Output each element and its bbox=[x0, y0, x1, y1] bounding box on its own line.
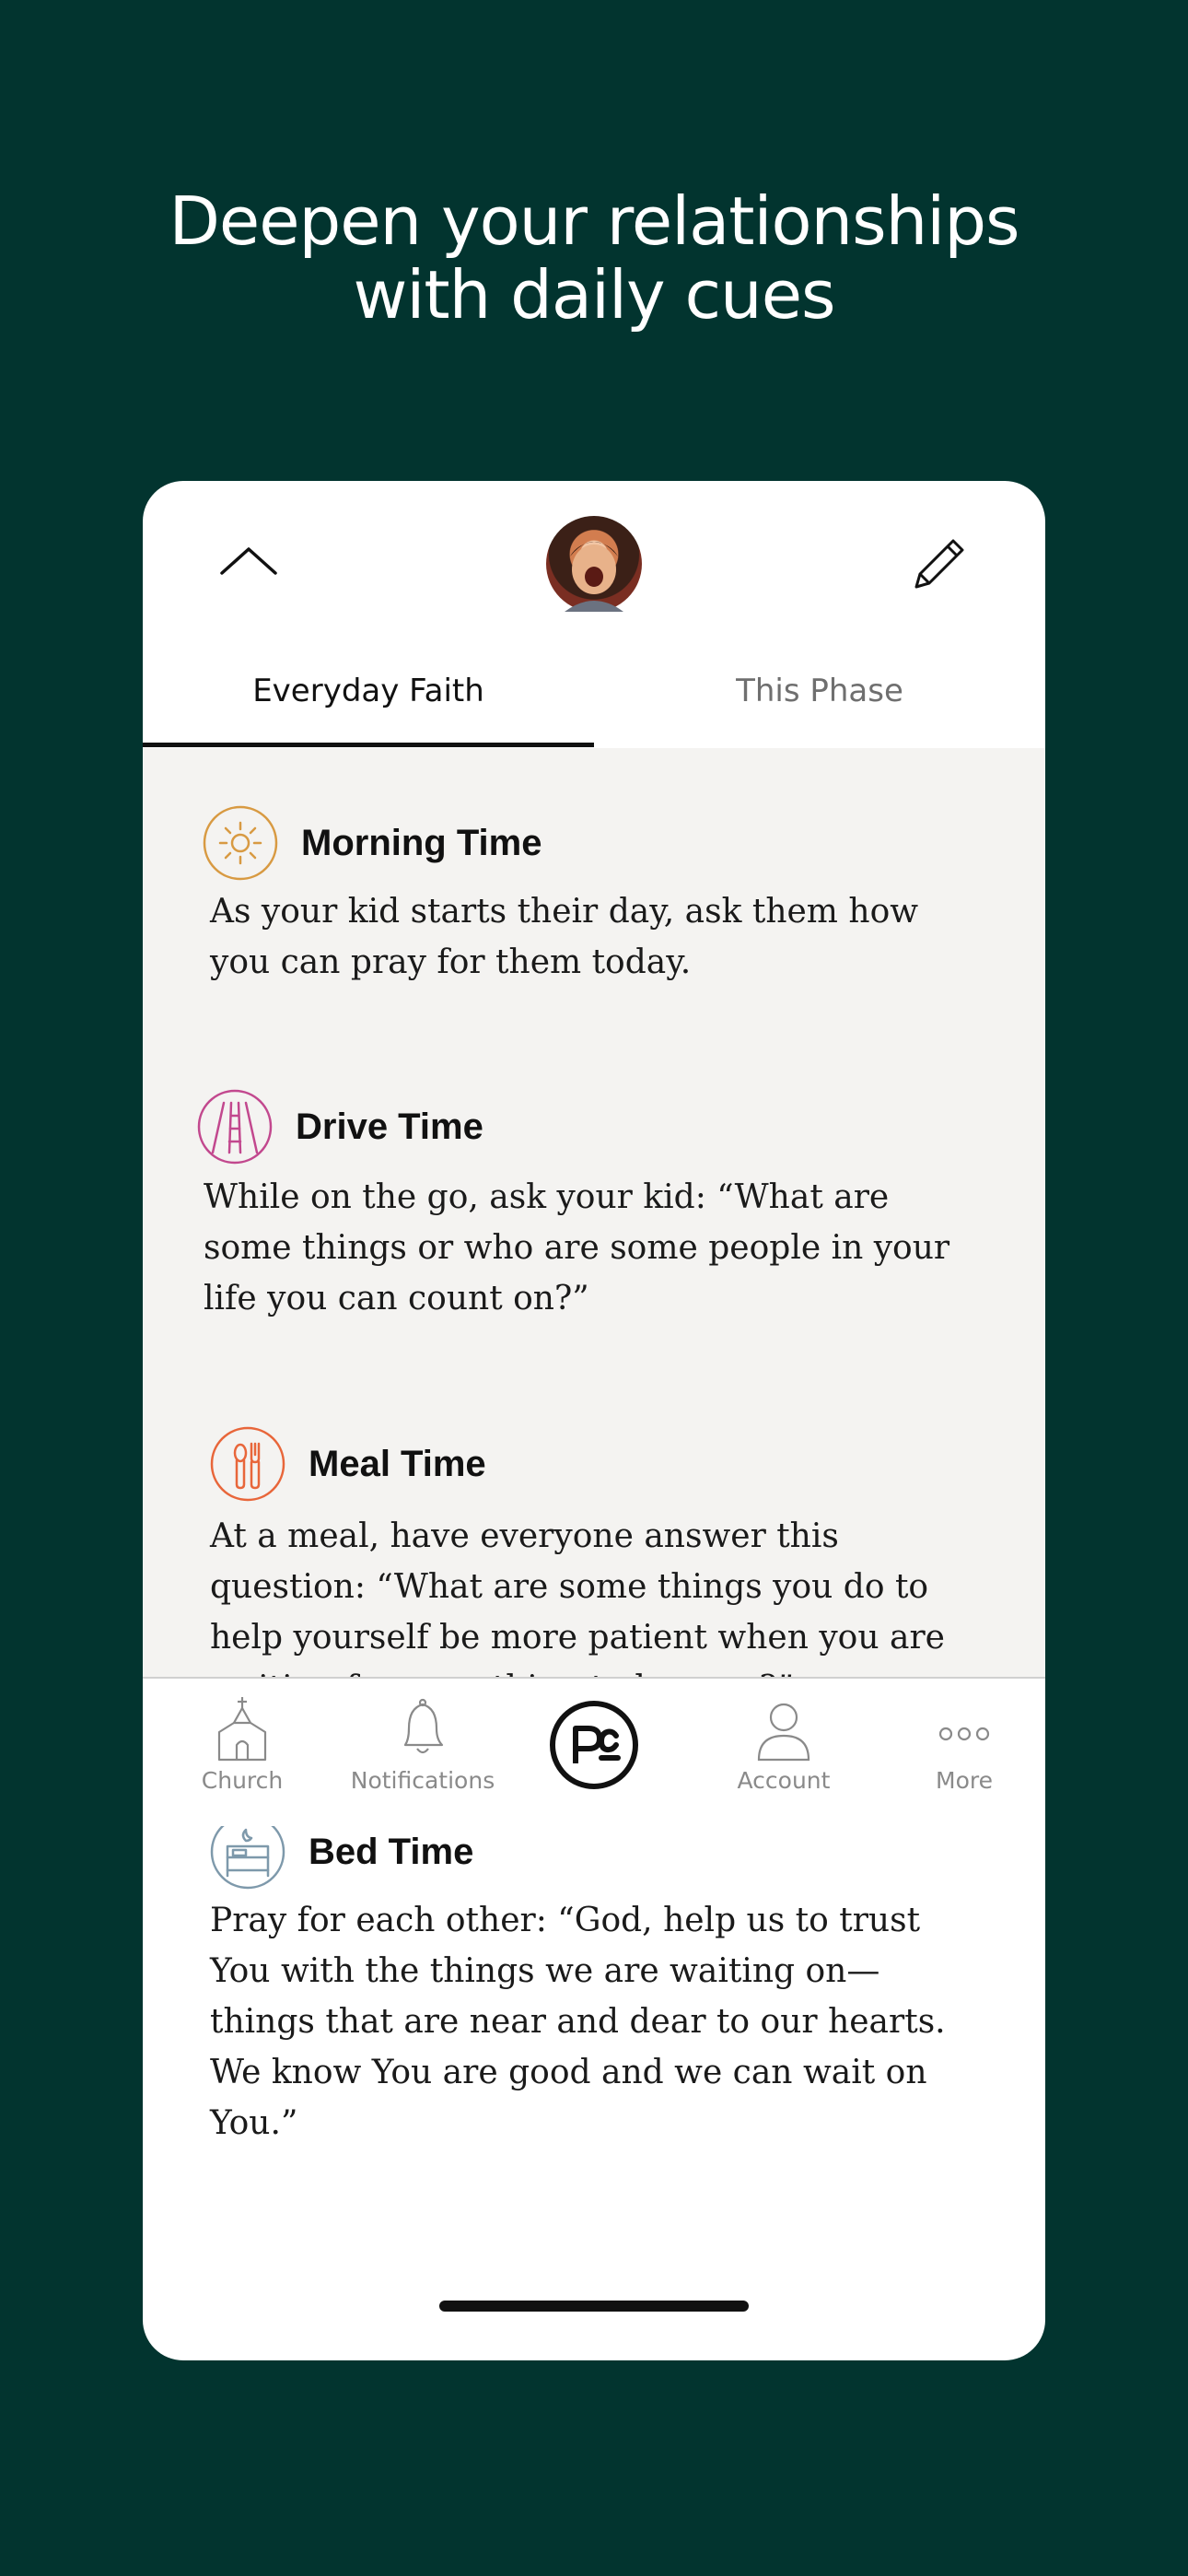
headline bbox=[0, 184, 1188, 332]
pencil-icon[interactable] bbox=[907, 532, 972, 596]
cue-text: While on the go, ask your kid: “What are some things or who are some people in your life you can count on?” bbox=[204, 1178, 950, 1317]
tab-bar bbox=[143, 638, 1045, 748]
more-dots-icon bbox=[932, 1695, 996, 1762]
headline-line-1: Deepen your relationships bbox=[169, 182, 1019, 260]
nav-label: Church bbox=[201, 1767, 284, 1794]
tab-everyday-faith[interactable] bbox=[143, 638, 594, 744]
avatar[interactable] bbox=[546, 516, 642, 612]
cue-text: Pray for each other: “God, help us to trust You with the things we are waiting on—things that are near and dear to our hearts. We know You are good and we can wait on You.” bbox=[210, 1902, 946, 2142]
active-tab-indicator bbox=[143, 743, 594, 747]
nav-more[interactable] bbox=[874, 1695, 1054, 1806]
cue-title: Drive Time bbox=[296, 1106, 483, 1147]
cue-title: Morning Time bbox=[301, 822, 542, 863]
cue-header bbox=[202, 803, 542, 883]
child-avatar-icon bbox=[546, 516, 642, 612]
home-indicator[interactable] bbox=[439, 2301, 749, 2312]
church-icon bbox=[210, 1695, 274, 1762]
cue-title: Bed Time bbox=[309, 1831, 474, 1872]
chevron-up-icon[interactable] bbox=[216, 536, 281, 582]
parent-cue-logo-icon[interactable] bbox=[548, 1699, 640, 1791]
cue-header bbox=[196, 1087, 483, 1166]
nav-notifications[interactable] bbox=[332, 1695, 513, 1806]
cue-text: At a meal, have everyone answer this question: “What are some things you do to help yourself be more patient when you are bbox=[210, 1517, 945, 1657]
cue-title: Meal Time bbox=[309, 1443, 486, 1484]
nav-label: More bbox=[936, 1767, 993, 1794]
utensils-icon bbox=[209, 1425, 286, 1503]
bell-icon bbox=[390, 1695, 455, 1762]
nav-label: Account bbox=[737, 1767, 831, 1794]
headline-line-2: with daily cues bbox=[353, 256, 835, 334]
nav-label: Notifications bbox=[350, 1767, 495, 1794]
nav-account[interactable] bbox=[693, 1695, 874, 1806]
tab-label: This Phase bbox=[736, 673, 903, 709]
tab-this-phase[interactable] bbox=[594, 638, 1045, 744]
top-bar bbox=[143, 481, 1045, 638]
sun-icon bbox=[202, 804, 279, 882]
bottom-nav bbox=[143, 1677, 1045, 1826]
tab-label: Everyday Faith bbox=[252, 673, 484, 709]
cue-header bbox=[209, 1424, 486, 1504]
nav-church[interactable] bbox=[152, 1695, 332, 1806]
person-icon bbox=[751, 1695, 816, 1762]
phone-card bbox=[143, 481, 1045, 2360]
cue-text: As your kid starts their day, ask them how you can pray for them today. bbox=[210, 893, 919, 981]
road-icon bbox=[196, 1088, 274, 1165]
